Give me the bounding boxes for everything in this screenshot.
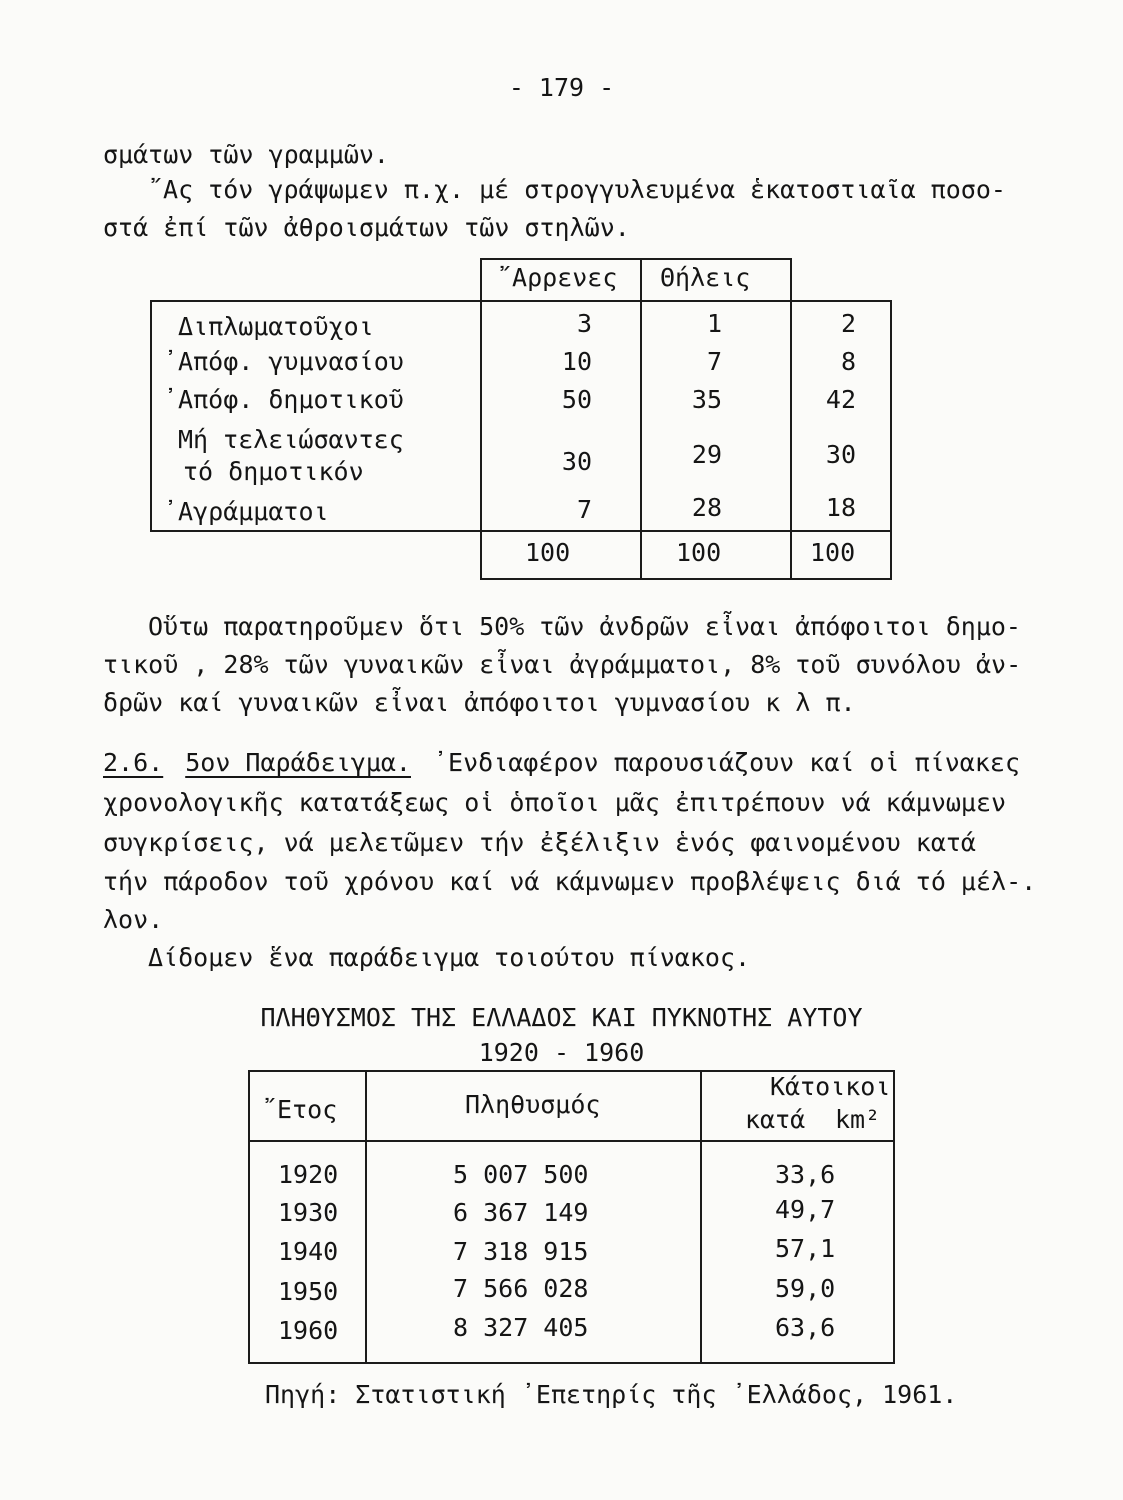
text-line: στά ἐπί τῶν ἀθροισμάτων τῶν στηλῶν. <box>103 213 630 242</box>
table-cell: 29 <box>691 440 722 469</box>
table-cell-density: 33,6 <box>775 1160 836 1189</box>
table-cell-year: 1920 <box>278 1160 339 1189</box>
row-label: Διπλωματοῦχοι <box>178 312 374 341</box>
table-rule <box>890 300 892 580</box>
table-rule <box>640 258 642 580</box>
row-label: Μή τελειώσαντες <box>178 425 404 454</box>
table-cell-population: 8 327 405 <box>453 1313 589 1342</box>
table-cell: 30 <box>561 447 592 476</box>
row-label: ᾿Αγράμματοι <box>163 497 329 526</box>
table-rule <box>150 530 892 532</box>
table-rule <box>150 300 892 302</box>
table-rule <box>480 258 482 580</box>
text-line: συγκρίσεις, νά μελετῶμεν τήν ἐξέλιξιν ἑνός φαινομένου κατά <box>103 828 976 857</box>
table-cell-year: 1940 <box>278 1237 339 1266</box>
table-cell: 3 <box>576 309 592 338</box>
table-cell: 28 <box>691 493 722 522</box>
table-cell-density: 57,1 <box>775 1234 836 1263</box>
text-line: σμάτων τῶν γραμμῶν. <box>103 140 389 169</box>
table-cell-population: 5 007 500 <box>453 1160 589 1189</box>
table-cell: 7 <box>576 495 592 524</box>
text-line: ῎Ας τόν γράψωμεν π.χ. μέ στρογγυλευμένα ἑκατοστιαῖα ποσο- <box>148 175 1006 204</box>
total-cell: 100 <box>525 538 571 567</box>
table-rule <box>150 300 152 530</box>
source-note: Πηγή: Στατιστική ᾿Επετηρίς τῆς ᾿Ελλάδος, 1961. <box>265 1380 958 1409</box>
table-title: ΠΛΗΘΥΣΜΟΣ ΤΗΣ ΕΛΛΑΔΟΣ ΚΑΙ ΠΥΚΝΟΤΗΣ ΑΥΤΟΥ <box>260 1003 863 1032</box>
text-line: χρονολογικῆς κατατάξεως οἱ ὁποῖοι μᾶς ἐπιτρέπουν νά κάμνωμεν <box>103 788 1007 817</box>
table-cell: 35 <box>691 385 722 414</box>
column-header-density-unit: km² <box>835 1105 881 1134</box>
column-header-year: ῎Ετος <box>262 1095 338 1124</box>
section-heading-line <box>103 750 1020 776</box>
column-header-males: ῎Αρρενες <box>497 263 618 292</box>
row-label: ᾿Απόφ. δημοτικοῦ <box>163 385 404 414</box>
text-line: δρῶν καί γυναικῶν εἶναι ἀπόφοιτοι γυμνασίου κ λ π. <box>103 688 856 717</box>
table-rule <box>700 1070 702 1364</box>
table-rule <box>480 258 790 260</box>
table-rule <box>480 578 892 580</box>
table-cell: 8 <box>840 347 856 376</box>
text-line: ᾿Ενδιαφέρον παρουσιάζουν καί οἱ πίνακες <box>433 748 1020 777</box>
table-cell-density: 59,0 <box>775 1274 836 1303</box>
column-header-females: Θήλεις <box>660 263 751 292</box>
column-header-density-per: κατά <box>745 1105 806 1134</box>
section-number: 2.6. <box>103 748 164 777</box>
total-cell: 100 <box>810 538 856 567</box>
total-cell: 100 <box>676 538 722 567</box>
table-period: 1920 - 1960 <box>478 1038 645 1067</box>
table-cell-year: 1930 <box>278 1198 339 1227</box>
table-cell: 7 <box>706 347 722 376</box>
table-cell: 30 <box>825 440 856 469</box>
table-rule <box>248 1140 895 1142</box>
table-cell: 2 <box>840 309 856 338</box>
page-number: - 179 - <box>508 73 615 102</box>
section-title: 5ον Παράδειγμα. <box>185 748 411 777</box>
column-header-population: Πληθυσμός <box>465 1090 601 1119</box>
table-cell: 1 <box>706 309 722 338</box>
table-cell-population: 6 367 149 <box>453 1198 589 1227</box>
table-cell-density: 63,6 <box>775 1313 836 1342</box>
paragraph-example-intro: Δίδομεν ἕνα παράδειγμα τοιούτου πίνακος. <box>148 943 751 972</box>
text-line: τήν πάροδον τοῦ χρόνου καί νά κάμνωμεν προβλέψεις διά τό μέλ-. <box>103 867 1037 896</box>
text-line: λον. <box>103 905 164 934</box>
table-cell: 50 <box>561 385 592 414</box>
column-header-density: Κάτοικοι <box>770 1072 891 1101</box>
table-cell-year: 1960 <box>278 1316 339 1345</box>
row-label: τό δημοτικόν <box>183 457 364 486</box>
table-cell-population: 7 566 028 <box>453 1274 589 1303</box>
table-cell-density: 49,7 <box>775 1195 836 1224</box>
row-label: ᾿Απόφ. γυμνασίου <box>163 347 404 376</box>
table-cell: 18 <box>825 493 856 522</box>
text-line: Οὕτω παρατηροῦμεν ὅτι 50% τῶν ἀνδρῶν εἶναι ἀπόφοιτοι δημο- <box>148 612 1021 641</box>
table-cell-year: 1950 <box>278 1277 339 1306</box>
table-rule <box>790 258 792 580</box>
table-rule <box>365 1070 367 1364</box>
table-cell-population: 7 318 915 <box>453 1237 589 1266</box>
table-cell: 10 <box>561 347 592 376</box>
text-line: τικοῦ , 28% τῶν γυναικῶν εἶναι ἀγράμματοι, 8% τοῦ συνόλου ἀν- <box>103 650 1022 679</box>
table-cell: 42 <box>825 385 856 414</box>
